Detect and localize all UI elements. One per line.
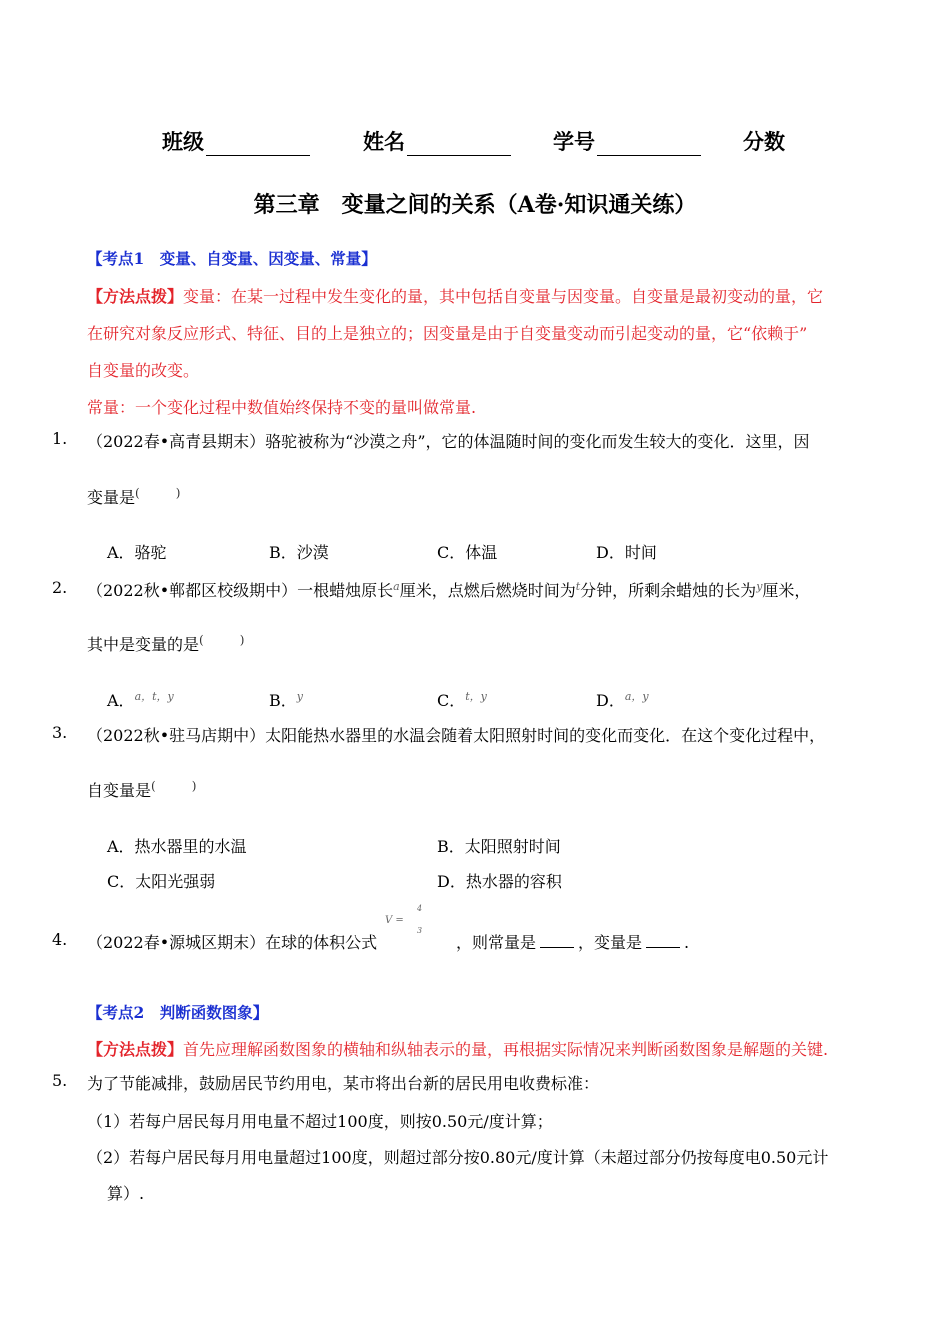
student-id-field[interactable] — [553, 126, 701, 156]
q4-line1-tail — [456, 930, 689, 953]
formula-den: 3 — [417, 926, 423, 935]
option-vars: a，y — [624, 690, 649, 703]
option-label: D． — [596, 691, 625, 710]
q3-stem-end: 自变量是 — [87, 781, 152, 800]
q2-number: 2. — [52, 578, 68, 597]
section1-method-line3: 自变量的改变。 — [87, 361, 200, 380]
q1-stem-end: 变量是 — [87, 488, 136, 507]
method-tag: 【方法点拨】 — [87, 1040, 184, 1059]
variable-blank[interactable] — [646, 933, 680, 948]
score-label: 分数 — [743, 129, 785, 154]
q2-line2 — [87, 632, 244, 655]
q2-option-a[interactable] — [107, 688, 174, 711]
volume-formula — [385, 904, 455, 947]
q1-option-a[interactable]: A．骆驼 — [107, 543, 167, 562]
q1-line1: （2022春•高青县期末）骆驼被称为“沙漠之舟”，它的体温随时间的变化而发生较大的变化．这里，因 — [87, 432, 810, 451]
section2-method — [87, 1037, 828, 1060]
q1-number: 1. — [52, 429, 68, 448]
q5-line3: （2）若每户居民每月用电量超过100度，则超过部分按0.80元/度计算（未超过部分仍按每度电0.50元计 — [87, 1148, 829, 1167]
q4-text: （2022春•源城区期末）在球的体积公式 — [87, 933, 378, 952]
q4-text: . — [684, 933, 690, 952]
method-tag: 【方法点拨】 — [87, 287, 184, 306]
q2-text: 厘米，点燃后燃烧时间为 — [399, 581, 576, 600]
q4-text: ，变量是 — [578, 933, 643, 952]
method-text: 首先应理解函数图象的横轴和纵轴表示的量，再根据实际情况来判断函数图象是解题的关键. — [183, 1040, 829, 1059]
student-id-label: 学号 — [553, 129, 595, 154]
q3-option-a[interactable]: A．热水器里的水温 — [107, 837, 247, 856]
class-blank[interactable] — [206, 135, 310, 156]
formula-num: 4 — [417, 904, 423, 913]
q4-text: ，则常量是 — [456, 933, 537, 952]
q3-line1: （2022秋•驻马店期中）太阳能热水器里的水温会随着太阳照射时间的变化而变化．在这个变化过程中， — [87, 726, 826, 745]
name-field[interactable] — [363, 126, 511, 156]
option-vars: y — [296, 690, 303, 703]
section1-heading: 【考点1 变量、自变量、因变量、常量】 — [87, 249, 377, 268]
q2-line1 — [87, 578, 810, 601]
q5-number: 5. — [52, 1071, 68, 1090]
q5-line2: （1）若每户居民每月用电量不超过100度，则按0.50元/度计算； — [87, 1112, 553, 1131]
section2-heading: 【考点2 判断函数图象】 — [87, 1003, 269, 1022]
q2-stem-end: 其中是变量的是 — [87, 635, 200, 654]
section1-method-line4: 常量：一个变化过程中数值始终保持不变的量叫做常量. — [87, 398, 477, 417]
answer-paren[interactable]: ( ) — [199, 633, 245, 647]
method-text: 变量：在某一过程中发生变化的量，其中包括自变量与因变量。自变量是最初变动的量，它 — [183, 287, 824, 306]
q1-option-b[interactable]: B．沙漠 — [269, 543, 329, 562]
q3-option-b[interactable]: B．太阳照射时间 — [437, 837, 561, 856]
option-vars: t，y — [465, 690, 487, 703]
q2-text: 厘米， — [762, 581, 811, 600]
q2-option-c[interactable] — [437, 688, 487, 711]
q5-line4: 算）. — [107, 1184, 145, 1203]
q2-text: 分钟，所剩余蜡烛的长为 — [580, 581, 757, 600]
option-vars: a，t，y — [134, 690, 174, 703]
q1-option-c[interactable]: C．体温 — [437, 543, 498, 562]
var-y: y — [756, 580, 763, 593]
answer-paren[interactable]: ( ) — [151, 779, 197, 793]
var-t: t — [575, 580, 581, 593]
constant-blank[interactable] — [540, 933, 574, 948]
section1-method-line2: 在研究对象反应形式、特征、目的上是独立的；因变量是由于自变量变动而引起变动的量，它“依赖于” — [87, 324, 808, 343]
option-label: A． — [107, 691, 135, 710]
q1-option-d[interactable]: D．时间 — [596, 543, 657, 562]
student-id-blank[interactable] — [597, 135, 701, 156]
q3-option-c[interactable]: C．太阳光强弱 — [107, 872, 216, 891]
answer-paren[interactable]: ( ) — [135, 486, 181, 500]
q5-line1: 为了节能减排，鼓励居民节约用电，某市将出台新的居民用电收费标准： — [87, 1074, 600, 1093]
option-label: B． — [269, 691, 297, 710]
q3-option-d[interactable]: D．热水器的容积 — [437, 872, 562, 891]
section1-method-line1 — [87, 284, 823, 307]
option-label: C． — [437, 691, 466, 710]
q2-text: （2022秋•郸都区校级期中）一根蜡烛原长 — [87, 581, 394, 600]
formula-lhs: V = — [385, 915, 404, 926]
q2-option-b[interactable] — [269, 688, 303, 711]
page-title: 第三章 变量之间的关系（A卷·知识通关练） — [253, 192, 697, 218]
name-blank[interactable] — [407, 135, 511, 156]
q1-line2 — [87, 485, 180, 508]
name-label: 姓名 — [363, 129, 405, 154]
class-label: 班级 — [162, 129, 204, 154]
class-field[interactable] — [162, 126, 310, 156]
q4-number: 4. — [52, 930, 68, 949]
q3-line2 — [87, 778, 196, 801]
q2-option-d[interactable] — [596, 688, 649, 711]
q4-line1 — [87, 930, 377, 953]
q3-number: 3. — [52, 723, 68, 742]
var-a: a — [393, 580, 400, 593]
